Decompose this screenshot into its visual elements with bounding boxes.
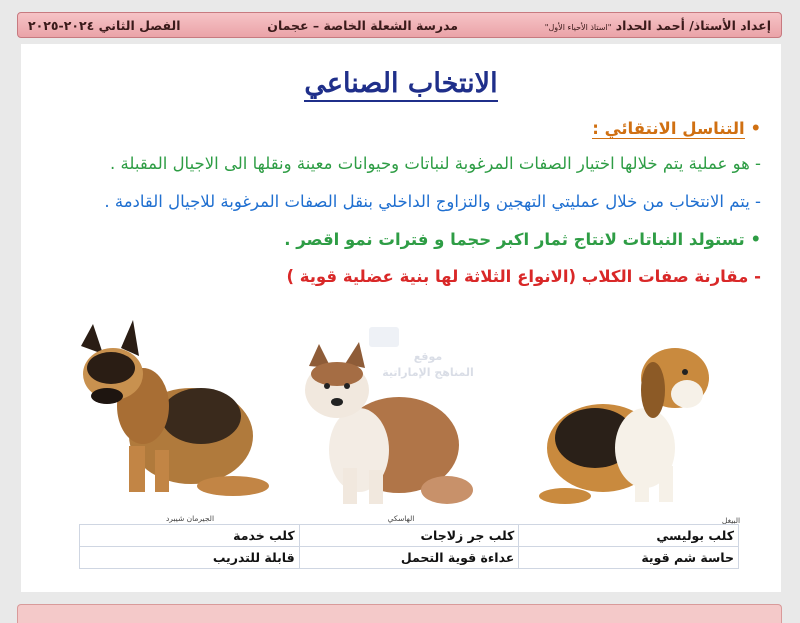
- method-line: - يتم الانتخاب من خلال عمليتي التهجين والتزاوج الداخلي بنقل الصفات المرغوبة للاجيال القادمة .: [104, 192, 761, 211]
- plants-line: • تستولد النباتات لانتاج ثمار اكبر حجما و فترات نمو اقصر .: [284, 230, 761, 249]
- caption-husky: الهاسكي: [387, 514, 415, 523]
- beagle-image: [525, 328, 715, 508]
- caption-german-shepherd: الجيرمان شيبرد: [165, 514, 215, 523]
- german-shepherd-image: [73, 316, 273, 506]
- table-cell: حاسة شم قوية: [519, 547, 739, 569]
- definition-line: - هو عملية يتم خلالها اختيار الصفات المرغوبة لنباتات وحيوانات معينة ونقلها الى الاجيال المقبلة .: [110, 154, 761, 173]
- header-teacher: إعداد الأستاذ/ أحمد الحداد "استاذ الأحياء الأول": [544, 17, 771, 33]
- husky-image: [289, 340, 479, 510]
- table-cell: قابلة للتدريب: [80, 547, 300, 569]
- header-teacher-title: "استاذ الأحياء الأول": [544, 22, 612, 32]
- page-title: الانتخاب الصناعي: [21, 68, 781, 99]
- watermark: موقع المناهج الإماراتية: [369, 349, 487, 381]
- header-school: مدرسة الشعلة الخاصة – عجمان: [267, 17, 459, 33]
- dog-comparison-table: [79, 524, 739, 569]
- table-cell: كلب بوليسي: [519, 525, 739, 547]
- next-page-header-bar: [17, 604, 782, 623]
- table-cell: كلب خدمة: [80, 525, 300, 547]
- header-semester: الفصل الثاني ٢٠٢٤-٢٠٢٥: [28, 17, 181, 33]
- table-cell: كلب جر زلاجات: [299, 525, 519, 547]
- header-bar: [17, 12, 782, 38]
- table-row: [80, 547, 739, 569]
- table-cell: عداءة قوية التحمل: [299, 547, 519, 569]
- dogs-comparison-line: - مقارنة صفات الكلاب (الانواع الثلاثة لها بنية عضلية قوية ): [286, 267, 761, 286]
- caption-beagle: البيغل: [721, 516, 741, 525]
- table-row: [80, 525, 739, 547]
- heading-selective-breeding: • التناسل الانتقائي :: [592, 119, 761, 138]
- document-page: [21, 44, 781, 592]
